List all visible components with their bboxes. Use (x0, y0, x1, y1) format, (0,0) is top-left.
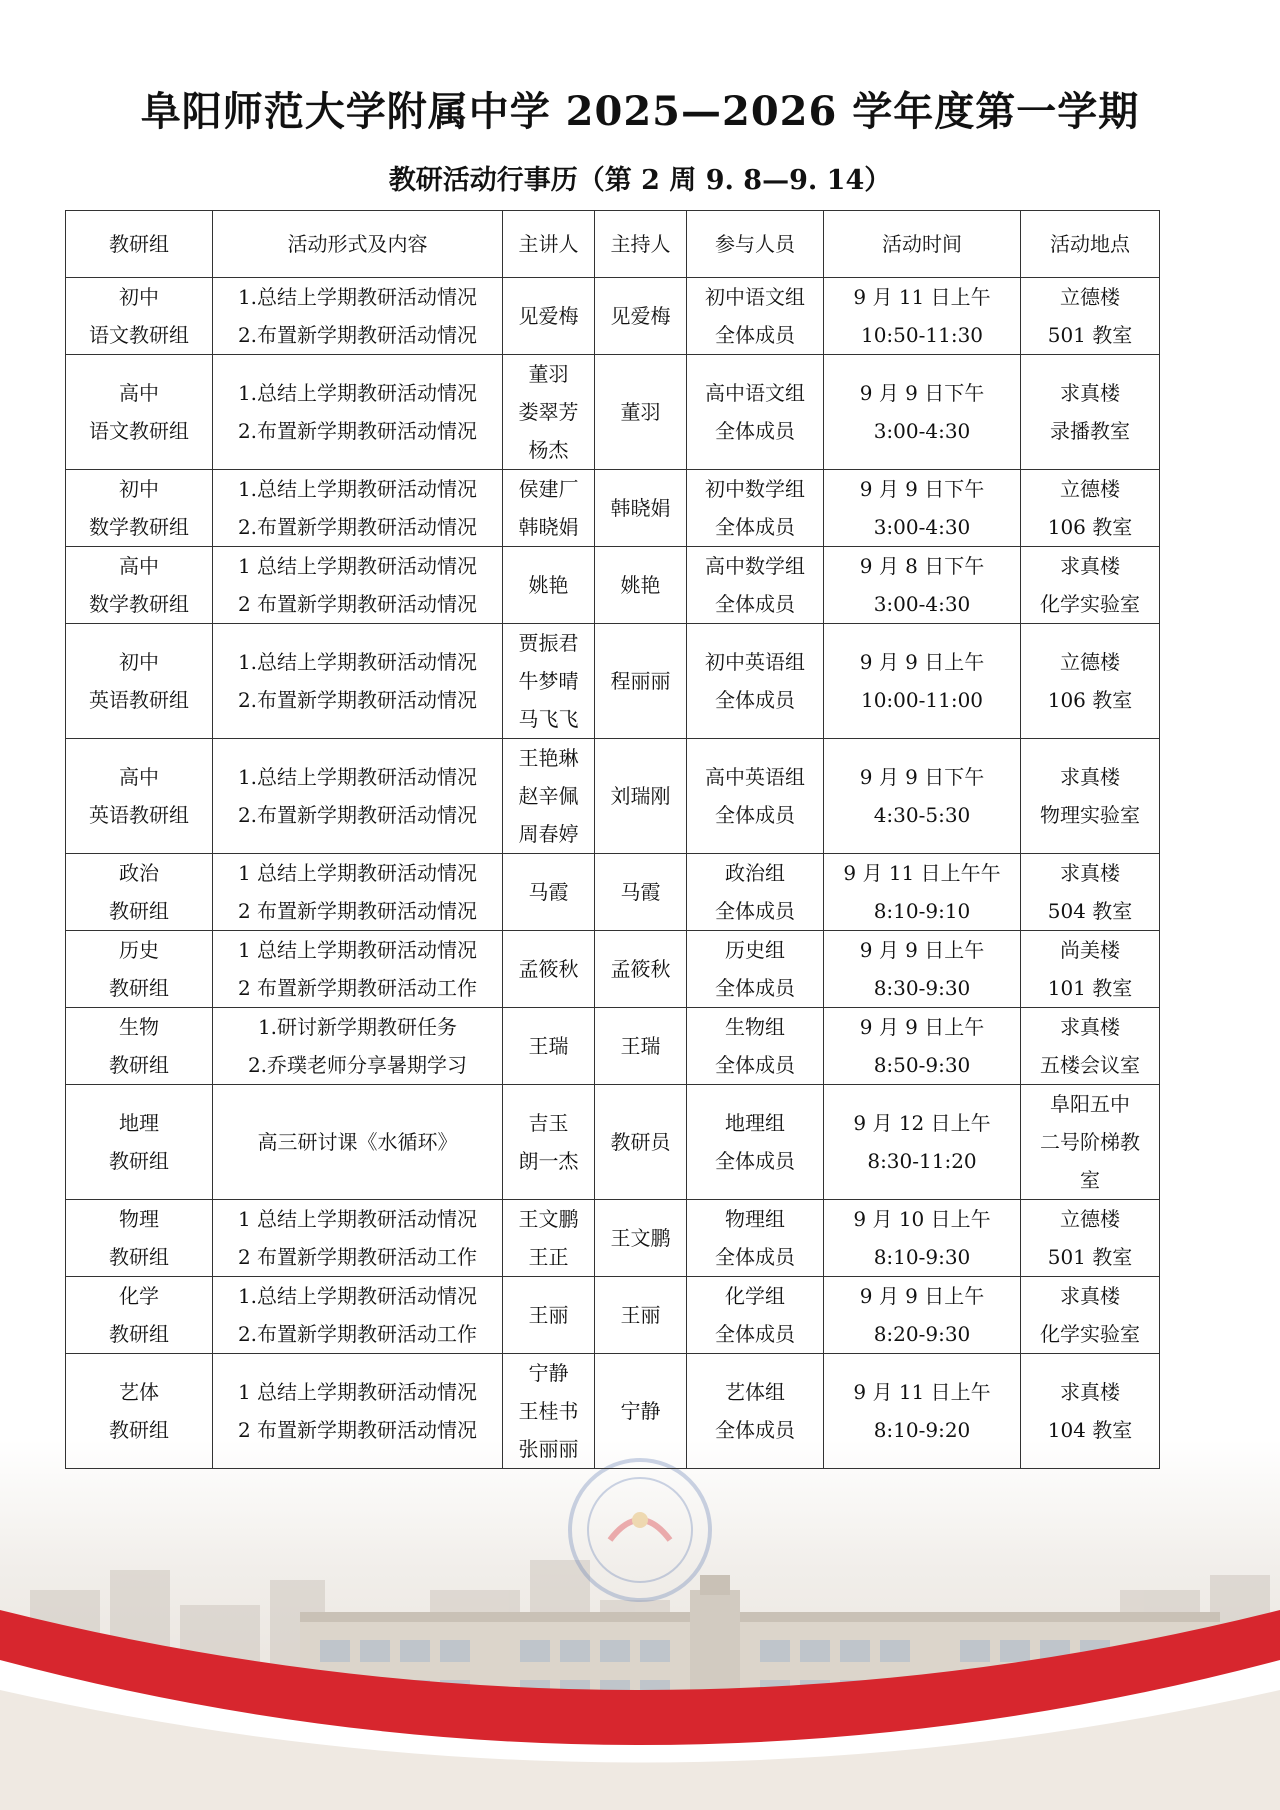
cell-location: 求真楼 物理实验室 (1021, 739, 1160, 854)
column-header-host: 主持人 (595, 211, 687, 278)
cell-location: 立德楼 501 教室 (1021, 278, 1160, 355)
cell-group: 生物 教研组 (66, 1008, 213, 1085)
cell-group: 历史 教研组 (66, 931, 213, 1008)
cell-time: 9 月 10 日上午 8:10-9:30 (824, 1200, 1021, 1277)
cell-speaker: 孟筱秋 (503, 931, 595, 1008)
column-header-group: 教研组 (66, 211, 213, 278)
cell-group: 初中 数学教研组 (66, 470, 213, 547)
cell-location: 求真楼 504 教室 (1021, 854, 1160, 931)
cell-participants: 初中语文组 全体成员 (687, 278, 824, 355)
cell-content: 1.总结上学期教研活动情况 2.布置新学期教研活动情况 (213, 355, 503, 470)
cell-location: 求真楼 化学实验室 (1021, 1277, 1160, 1354)
cell-group: 初中 语文教研组 (66, 278, 213, 355)
cell-location: 求真楼 录播教室 (1021, 355, 1160, 470)
cell-host: 董羽 (595, 355, 687, 470)
table-row (66, 931, 1160, 1008)
cell-participants: 高中数学组 全体成员 (687, 547, 824, 624)
cell-content: 1.总结上学期教研活动情况 2.布置新学期教研活动情况 (213, 278, 503, 355)
cell-content: 1.总结上学期教研活动情况 2.布置新学期教研活动工作 (213, 1277, 503, 1354)
cell-host: 刘瑞刚 (595, 739, 687, 854)
cell-time: 9 月 11 日上午 10:50-11:30 (824, 278, 1021, 355)
cell-host: 教研员 (595, 1085, 687, 1200)
cell-time: 9 月 9 日上午 8:30-9:30 (824, 931, 1021, 1008)
cell-speaker: 宁静 王桂书 张丽丽 (503, 1354, 595, 1469)
column-header-location: 活动地点 (1021, 211, 1160, 278)
table-row (66, 355, 1160, 470)
cell-speaker: 王文鹏 王正 (503, 1200, 595, 1277)
column-header-time: 活动时间 (824, 211, 1021, 278)
table-row (66, 854, 1160, 931)
cell-time: 9 月 9 日上午 8:50-9:30 (824, 1008, 1021, 1085)
cell-location: 求真楼 化学实验室 (1021, 547, 1160, 624)
cell-time: 9 月 12 日上午 8:30-11:20 (824, 1085, 1021, 1200)
cell-time: 9 月 9 日上午 8:20-9:30 (824, 1277, 1021, 1354)
document-title: 阜阳师范大学附属中学 2025—2026 学年度第一学期 (140, 88, 1140, 135)
cell-content: 1.研讨新学期教研任务 2.乔璞老师分享暑期学习 (213, 1008, 503, 1085)
cell-location: 求真楼 五楼会议室 (1021, 1008, 1160, 1085)
cell-participants: 初中数学组 全体成员 (687, 470, 824, 547)
cell-content: 1 总结上学期教研活动情况 2 布置新学期教研活动工作 (213, 931, 503, 1008)
cell-participants: 政治组 全体成员 (687, 854, 824, 931)
table-row (66, 1008, 1160, 1085)
table-row (66, 1085, 1160, 1200)
cell-time: 9 月 9 日下午 4:30-5:30 (824, 739, 1021, 854)
cell-host: 王文鹏 (595, 1200, 687, 1277)
cell-group: 物理 教研组 (66, 1200, 213, 1277)
cell-content: 1 总结上学期教研活动情况 2 布置新学期教研活动情况 (213, 1354, 503, 1469)
document-subtitle: 教研活动行事历（第 2 周 9. 8—9. 14） (388, 165, 892, 196)
cell-participants: 生物组 全体成员 (687, 1008, 824, 1085)
cell-speaker: 吉玉 朗一杰 (503, 1085, 595, 1200)
cell-speaker: 王丽 (503, 1277, 595, 1354)
cell-group: 艺体 教研组 (66, 1354, 213, 1469)
cell-location: 立德楼 106 教室 (1021, 624, 1160, 739)
table-row (66, 278, 1160, 355)
cell-speaker: 王瑞 (503, 1008, 595, 1085)
cell-host: 宁静 (595, 1354, 687, 1469)
cell-group: 政治 教研组 (66, 854, 213, 931)
cell-group: 化学 教研组 (66, 1277, 213, 1354)
cell-time: 9 月 11 日上午 8:10-9:20 (824, 1354, 1021, 1469)
cell-speaker: 贾振君 牛梦晴 马飞飞 (503, 624, 595, 739)
cell-group: 高中 数学教研组 (66, 547, 213, 624)
cell-group: 高中 英语教研组 (66, 739, 213, 854)
column-header-content: 活动形式及内容 (213, 211, 503, 278)
cell-participants: 地理组 全体成员 (687, 1085, 824, 1200)
cell-location: 立德楼 501 教室 (1021, 1200, 1160, 1277)
table-row (66, 624, 1160, 739)
cell-host: 姚艳 (595, 547, 687, 624)
cell-content: 1.总结上学期教研活动情况 2.布置新学期教研活动情况 (213, 624, 503, 739)
cell-content: 1 总结上学期教研活动情况 2 布置新学期教研活动情况 (213, 854, 503, 931)
cell-participants: 历史组 全体成员 (687, 931, 824, 1008)
cell-location: 阜阳五中 二号阶梯教 室 (1021, 1085, 1160, 1200)
cell-participants: 高中语文组 全体成员 (687, 355, 824, 470)
cell-time: 9 月 11 日上午午 8:10-9:10 (824, 854, 1021, 931)
cell-time: 9 月 9 日下午 3:00-4:30 (824, 470, 1021, 547)
cell-time: 9 月 8 日下午 3:00-4:30 (824, 547, 1021, 624)
table-row (66, 1354, 1160, 1469)
cell-participants: 高中英语组 全体成员 (687, 739, 824, 854)
column-header-speaker: 主讲人 (503, 211, 595, 278)
cell-host: 王瑞 (595, 1008, 687, 1085)
cell-participants: 物理组 全体成员 (687, 1200, 824, 1277)
table-row (66, 739, 1160, 854)
cell-time: 9 月 9 日上午 10:00-11:00 (824, 624, 1021, 739)
cell-participants: 化学组 全体成员 (687, 1277, 824, 1354)
cell-participants: 艺体组 全体成员 (687, 1354, 824, 1469)
cell-speaker: 王艳琳 赵辛佩 周春婷 (503, 739, 595, 854)
cell-content: 1 总结上学期教研活动情况 2 布置新学期教研活动情况 (213, 547, 503, 624)
cell-speaker: 姚艳 (503, 547, 595, 624)
cell-speaker: 马霞 (503, 854, 595, 931)
table-row (66, 547, 1160, 624)
cell-host: 见爱梅 (595, 278, 687, 355)
cell-content: 1.总结上学期教研活动情况 2.布置新学期教研活动情况 (213, 739, 503, 854)
cell-group: 地理 教研组 (66, 1085, 213, 1200)
cell-host: 程丽丽 (595, 624, 687, 739)
cell-group: 高中 语文教研组 (66, 355, 213, 470)
table-row (66, 1200, 1160, 1277)
campus-background (0, 1440, 1280, 1810)
cell-time: 9 月 9 日下午 3:00-4:30 (824, 355, 1021, 470)
cell-content: 高三研讨课《水循环》 (213, 1085, 503, 1200)
schedule-table-body (66, 278, 1160, 1469)
table-row (66, 1277, 1160, 1354)
campus-illustration (0, 1440, 1280, 1810)
cell-content: 1.总结上学期教研活动情况 2.布置新学期教研活动情况 (213, 470, 503, 547)
cell-content: 1 总结上学期教研活动情况 2 布置新学期教研活动工作 (213, 1200, 503, 1277)
cell-speaker: 见爱梅 (503, 278, 595, 355)
table-row (66, 470, 1160, 547)
table-header-row (66, 211, 1160, 278)
cell-host: 马霞 (595, 854, 687, 931)
cell-host: 孟筱秋 (595, 931, 687, 1008)
cell-location: 立德楼 106 教室 (1021, 470, 1160, 547)
schedule-table (65, 210, 1160, 1469)
cell-location: 尚美楼 101 教室 (1021, 931, 1160, 1008)
cell-speaker: 侯建厂 韩晓娟 (503, 470, 595, 547)
cell-host: 韩晓娟 (595, 470, 687, 547)
cell-host: 王丽 (595, 1277, 687, 1354)
cell-location: 求真楼 104 教室 (1021, 1354, 1160, 1469)
column-header-participants: 参与人员 (687, 211, 824, 278)
cell-speaker: 董羽 娄翠芳 杨杰 (503, 355, 595, 470)
cell-participants: 初中英语组 全体成员 (687, 624, 824, 739)
cell-group: 初中 英语教研组 (66, 624, 213, 739)
